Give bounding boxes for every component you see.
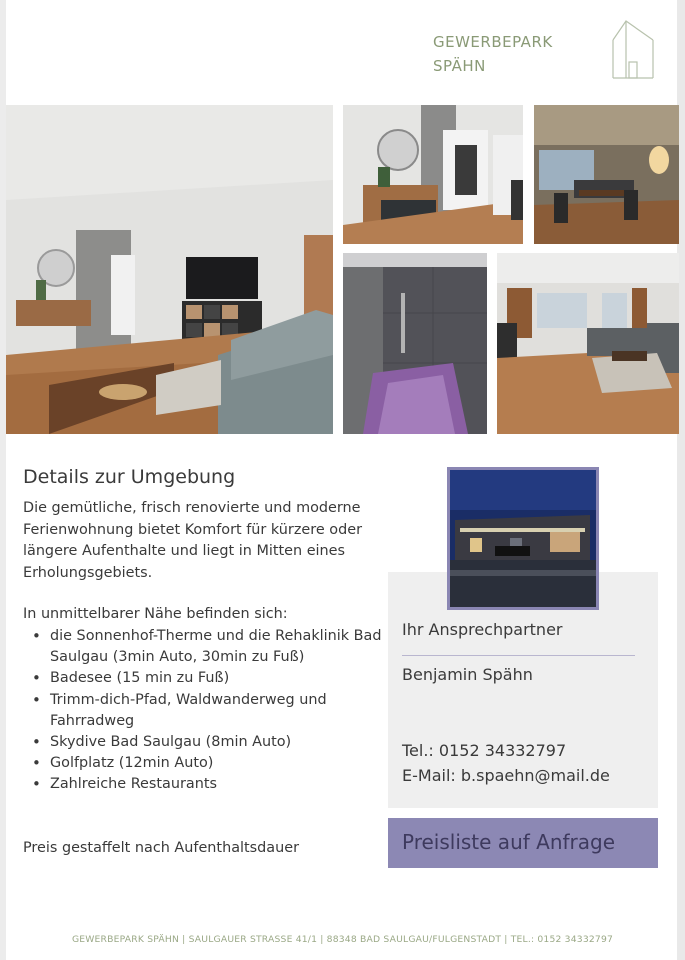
description-line: Die gemütliche, frisch renovierte und moderne <box>23 500 361 516</box>
description-line: Erholungsgebiets. <box>23 564 153 581</box>
amenity-item: • Skydive Bad Saulgau (8min Auto) <box>50 732 395 753</box>
brand-line-1: GEWERBEPARK <box>433 33 553 51</box>
description-line: längere Aufenthalte und liegt in Mitten eines <box>23 543 346 559</box>
amenity-item: • Zahlreiche Restaurants <box>50 774 395 795</box>
photo-lounge <box>497 253 679 434</box>
footer-address: GEWERBEPARK SPÄHN | SAULGAUER STRASSE 41/1 | 88348 BAD SAULGAU/FULGENSTADT | TEL.: 0152 34332797 <box>71 934 614 945</box>
brand-line-2: SPÄHN <box>433 57 486 75</box>
photo-living-room <box>6 105 333 434</box>
contact-divider <box>402 655 635 656</box>
price-note: Preis gestaffelt nach Aufenthaltsdauer <box>23 840 299 856</box>
description-paragraph <box>23 498 368 584</box>
contact-name: Benjamin Spähn <box>402 665 533 684</box>
amenity-item: • die Sonnenhof-Therme und die Rehaklinik Bad Saulgau (3min Auto, 30min zu Fuß) <box>50 626 395 668</box>
photo-hallway <box>343 105 523 244</box>
amenity-item: • Golfplatz (12min Auto) <box>50 753 395 774</box>
amenity-item: • Trimm-dich-Pfad, Waldwanderweg und Fahrradweg <box>50 690 395 732</box>
photo-dining-area <box>534 105 679 244</box>
photo-building-night <box>447 467 599 610</box>
details-heading: Details zur Umgebung <box>23 466 236 488</box>
amenities-list <box>23 626 395 796</box>
photo-shower <box>343 253 487 434</box>
house-outline-icon <box>610 18 656 80</box>
amenities-intro: In unmittelbarer Nähe befinden sich: <box>23 606 288 622</box>
description-line: Ferienwohnung bietet Komfort für kürzere oder <box>23 521 362 538</box>
amenity-item: • Badesee (15 min zu Fuß) <box>50 668 395 689</box>
brand-name <box>433 30 553 78</box>
contact-title: Ihr Ansprechpartner <box>402 620 563 639</box>
price-list-banner <box>388 818 658 868</box>
contact-phone[interactable]: Tel.: 0152 34332797 <box>402 741 567 760</box>
price-list-label: Preisliste auf Anfrage <box>402 830 616 854</box>
contact-email[interactable]: E-Mail: b.spaehn@mail.de <box>402 766 610 785</box>
